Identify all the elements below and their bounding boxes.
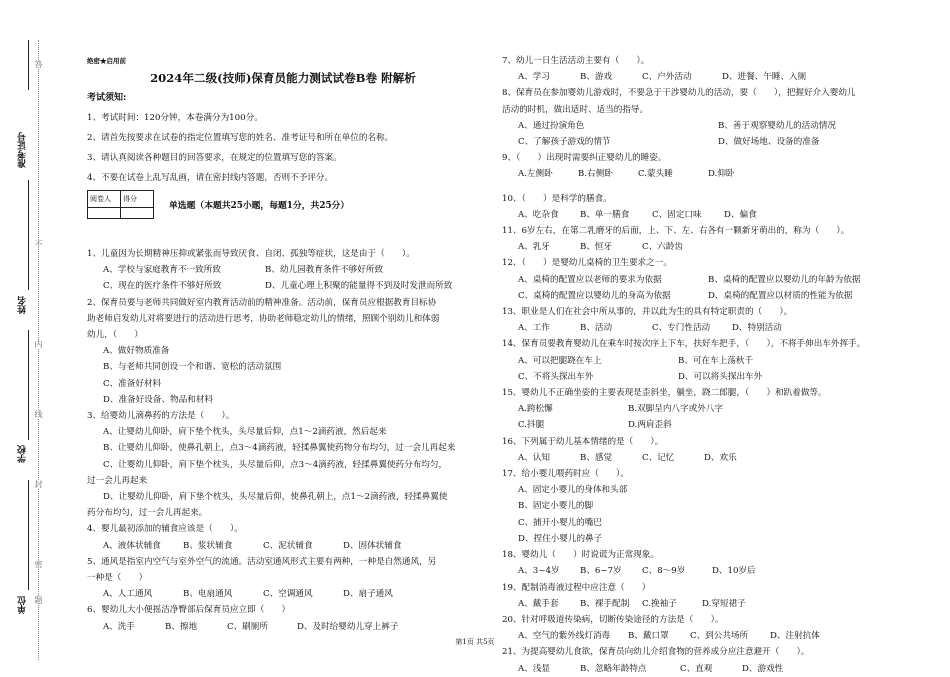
option-b[interactable]: B、电扇通风 — [183, 589, 233, 600]
question-10 — [502, 191, 912, 223]
option-d[interactable]: D、让婴幼儿仰卧，肩下垫个枕头，头尽量后仰，使鼻孔朝上，点1～2滴药液，轻揉鼻翼使 — [103, 492, 448, 503]
option-b[interactable]: B、桌椅的配置应以婴幼儿的年龄为依据 — [708, 274, 861, 285]
option-row — [502, 417, 912, 433]
question-stem: 10、（ ）是科学的膳食。 — [502, 193, 612, 204]
option-b[interactable]: B、浆状辅食 — [183, 540, 233, 551]
option-c[interactable]: C、泥状辅食 — [263, 540, 313, 551]
question-5 — [87, 554, 489, 603]
option-c[interactable]: C、桌椅的配置应以婴幼儿的身高为依据 — [518, 290, 671, 301]
option-d[interactable]: D、做好场地、设备的准备 — [718, 137, 820, 148]
option-row — [502, 320, 912, 336]
question-stem: 14、保育员要教育婴幼儿在乘车时按次序上下车，扶好车把手，（ ），不将手伸出车外挥手。 — [502, 339, 866, 350]
option-a[interactable]: A、固定小婴儿的身体和头部 — [518, 485, 628, 496]
question-stem: 8、保育员在参加婴幼儿游戏时，不要急于干涉婴幼儿的活动，要（ ），把握好介入婴幼儿 — [502, 88, 856, 99]
secret-mark: 绝密★启用前 — [87, 57, 126, 65]
option-a[interactable]: A、人工通风 — [103, 589, 153, 600]
option-d[interactable]: D、及时给婴幼儿穿上裤子 — [297, 621, 399, 632]
option-d[interactable]: D、桌椅的配置应以材质的性能为依据 — [708, 290, 853, 301]
question-stem: 7、幼儿一日生活活动主要有（ ）。 — [502, 56, 650, 66]
option-a[interactable]: A、洗手 — [103, 621, 135, 632]
option-a[interactable]: A、桌椅的配置应以老师的要求为依据 — [518, 274, 662, 285]
option-d[interactable]: D、偏食 — [724, 209, 757, 220]
binding-margin — [18, 40, 54, 660]
exam-number-blank[interactable] — [28, 180, 30, 290]
option-row — [502, 401, 912, 417]
question-17 — [502, 466, 912, 547]
option-d[interactable]: D.仰卧 — [708, 169, 735, 180]
option-a[interactable]: A、工作 — [518, 323, 550, 334]
option-c[interactable]: C、户外活动 — [642, 72, 692, 83]
question-stem: 助老师启发幼儿对将要进行的活动进行思考，协助老师稳定幼儿的情绪，照顾个别幼儿和体弱 — [87, 313, 440, 324]
notice-item: 2、请首先按要求在试卷的指定位置填写您的姓名、准考证号和所在单位的名称。 — [87, 133, 394, 143]
option-a[interactable]: A、通过扮演角色 — [518, 120, 585, 131]
option-a[interactable]: A、学校与家庭教育不一致所致 — [103, 265, 221, 276]
question-stem: 13、职业是人们在社会中所从事的，并以此为生的具有特定职责的（ ）。 — [502, 307, 793, 318]
option-b[interactable]: B、游戏 — [580, 72, 613, 83]
school-blank[interactable] — [28, 480, 30, 590]
question-19 — [502, 580, 912, 612]
option-c[interactable]: C.挽袖子 — [642, 598, 677, 609]
notice-item: 1、考试时间：120分钟，本卷满分为100分。 — [87, 113, 263, 123]
option-b[interactable]: B.双脚呈内八字或外八字 — [628, 404, 723, 415]
option-row — [87, 586, 489, 602]
option-row — [502, 353, 912, 369]
option-row — [87, 262, 489, 278]
option-a[interactable]: A.左侧卧 — [518, 169, 553, 180]
question-13 — [502, 304, 912, 336]
option-c[interactable]: C、准备好材料 — [103, 378, 162, 389]
option-b[interactable]: B、幼儿园教育条件不够好所致 — [265, 265, 384, 276]
seal-note: 答 — [34, 60, 43, 68]
option-b[interactable]: B、忽略年龄特点 — [580, 663, 647, 674]
question-stem: 1、儿童因为长期精神压抑或紧张而导致厌食、自闭、孤独等症状，这是由于（ ）。 — [87, 249, 415, 259]
option-d[interactable]: D、扇子通风 — [343, 589, 393, 600]
left-column — [87, 54, 489, 635]
option-d[interactable]: D、捏住小婴儿的鼻子 — [518, 533, 603, 544]
question-4 — [87, 521, 489, 553]
option-d[interactable]: D、特别活动 — [732, 323, 782, 334]
score-table — [87, 190, 154, 219]
option-b[interactable]: B、擦地 — [165, 621, 198, 632]
option-row — [502, 207, 912, 223]
option-d[interactable]: D.穿短裙子 — [702, 598, 746, 609]
option-b[interactable]: B、单一膳食 — [580, 209, 630, 220]
name-blank[interactable] — [28, 330, 30, 440]
blank-line — [28, 40, 30, 90]
question-1 — [87, 246, 489, 295]
question-14 — [502, 336, 912, 385]
option-b[interactable]: B、戴口罩 — [628, 631, 669, 642]
option-a[interactable]: A、乳牙 — [518, 242, 550, 253]
question-stem: 18、婴幼儿（ ）时说谎为正常现象。 — [502, 550, 660, 561]
option-row — [502, 369, 912, 385]
question-stem: 幼儿，（ ） — [87, 330, 143, 341]
option-b[interactable]: B、6~7岁 — [580, 566, 622, 577]
option-d[interactable]: D、准备好设备、物品和材料 — [103, 394, 214, 405]
right-column — [502, 53, 912, 677]
option-b[interactable]: B、善于观察婴幼儿的活动情况 — [718, 120, 837, 131]
option-a[interactable]: A、做好物质准备 — [103, 346, 170, 357]
option-row — [502, 661, 912, 677]
option-row — [502, 239, 912, 255]
option-a[interactable]: A、空气的紫外线灯消毒 — [518, 631, 611, 642]
option-row — [502, 450, 912, 466]
question-stem: 12、（ ）是婴幼儿桌椅的卫生要求之一。 — [502, 258, 672, 269]
question-9 — [502, 150, 912, 182]
option-c[interactable]: C.蒙头睡 — [638, 169, 673, 180]
option-d[interactable]: D、固体状辅食 — [343, 540, 402, 551]
option-c[interactable]: C、专门性活动 — [652, 323, 711, 334]
option-c[interactable]: C、不将头探出车外 — [518, 371, 594, 382]
option-c[interactable]: C、记忆 — [642, 452, 675, 463]
question-21 — [502, 644, 912, 676]
option-a[interactable]: A、学习 — [518, 72, 550, 83]
option-d[interactable]: D、游戏性 — [742, 663, 784, 674]
question-15 — [502, 385, 912, 434]
option-a[interactable]: A、戴手套 — [518, 598, 559, 609]
option-a[interactable]: A、可以把腿跷在车上 — [518, 355, 602, 366]
question-stem: 21、为提高婴幼儿食欲，保育员向幼儿介绍食物的营养成分应注意避开（ ）。 — [502, 647, 810, 658]
unit-label: 单位 — [18, 596, 28, 614]
page-number: 第1页 共5页 — [455, 638, 495, 646]
option-c[interactable]: C、直观 — [680, 663, 713, 674]
seal-note: 内 — [34, 340, 43, 348]
question-stem: 9、（ ）出现时需要纠正婴幼儿的睡姿。 — [502, 153, 667, 164]
option-a[interactable]: A、3~4岁 — [518, 566, 560, 577]
option-b[interactable]: B、恒牙 — [580, 242, 613, 253]
question-stem: 4、婴儿最初添加的辅食应该是（ ）。 — [87, 524, 243, 535]
seal-note: 题 — [34, 596, 43, 604]
option-d[interactable]: D、欢乐 — [704, 452, 737, 463]
question-18 — [502, 547, 912, 579]
question-stem: 16、下列属于幼儿基本情绪的是（ ）。 — [502, 436, 664, 447]
option-c[interactable]: C、捕开小婴儿的嘴巴 — [518, 517, 602, 528]
option-c[interactable]: C、固定口味 — [652, 209, 702, 220]
question-12 — [502, 255, 912, 304]
question-2 — [87, 295, 489, 408]
question-stem: 17、给小婴儿喂药时应（ ）。 — [502, 469, 629, 480]
question-stem: 3、给婴幼儿滴鼻药的方法是（ ）。 — [87, 411, 235, 422]
section-header — [87, 190, 489, 218]
question-stem: 一种是（ ） — [87, 573, 148, 584]
option-a[interactable]: A、浅显 — [518, 663, 550, 674]
reviewer-cell: 阅卷人 — [88, 191, 121, 208]
question-stem: 15、婴幼儿不正确坐姿的主要表现是歪斜坐，躺坐，跷二郎腿，（ ）和趴着做等。 — [502, 388, 827, 399]
school-label: 学校 — [18, 445, 28, 463]
option-row — [502, 272, 912, 288]
question-6 — [87, 602, 489, 634]
option-row — [87, 278, 489, 294]
question-8 — [502, 85, 912, 150]
option-d[interactable]: D、进餐、午睡、入厕 — [722, 72, 807, 83]
question-16 — [502, 434, 912, 466]
option-b[interactable]: B、与老师共同创设一个和谐、宽松的活动氛围 — [103, 362, 282, 373]
question-stem: 11、6岁左右，在第二乳磨牙的后面，上、下、左、右各有一颗新牙萌出的，称为（ ）。 — [502, 226, 850, 237]
seal-note: 线 — [34, 410, 43, 418]
question-stem: 6、婴幼儿大小便摇洁净臀部后保育员应立即（ ） — [87, 605, 291, 616]
option-d[interactable]: D、儿童心理上积聚的能量得不到及时发泄而所致 — [265, 281, 453, 292]
option-c[interactable]: C.抖腿 — [518, 420, 545, 431]
score-blank[interactable] — [121, 208, 154, 219]
option-c[interactable]: C、六龄齿 — [642, 242, 683, 253]
option-row — [502, 118, 912, 134]
option-c[interactable]: C、到公共场所 — [690, 631, 749, 642]
option-d[interactable]: D、可以将头探出车外 — [678, 371, 763, 382]
question-stem: 2、保育员要与老师共同做好室内教育活动前的精神准备。活动前，保育员应根据教育目标协 — [87, 297, 437, 308]
exam-number-label: 准考证号 — [18, 132, 28, 168]
question-7 — [502, 53, 912, 85]
option-b[interactable]: B.右侧卧 — [578, 169, 613, 180]
name-label: 姓名 — [18, 296, 28, 314]
option-a[interactable]: A、让婴幼儿仰卧，肩下垫个枕头，头尽量后仰，点1～2滴药液，然后起来 — [103, 427, 387, 438]
option-row — [502, 563, 912, 579]
option-b[interactable]: B、让婴幼儿仰卧，使鼻孔朝上，点3～4滴药液，轻揉鼻翼使药物分布均匀，过一会儿再起来 — [103, 443, 456, 454]
option-row — [502, 596, 912, 612]
option-a[interactable]: A、吃杂食 — [518, 209, 559, 220]
option-c-continued: 过一会儿再起来 — [87, 475, 148, 486]
question-stem: 19、配制消毒液过程中应注意（ ） — [502, 582, 651, 593]
option-b[interactable]: B、裸手配制 — [580, 598, 630, 609]
notice-item: 4、不要在试卷上乱写乱画，请在密封线内答题，否则不予评分。 — [87, 173, 334, 183]
option-row — [502, 166, 912, 182]
option-d[interactable]: D.两肩歪斜 — [628, 420, 672, 431]
option-c[interactable]: C、空调通风 — [263, 589, 313, 600]
option-c[interactable]: C、了解孩子游戏的情节 — [518, 137, 611, 148]
option-row — [87, 538, 489, 554]
notice-item: 3、请认真阅读各种题目的回答要求，在规定的位置填写您的答案。 — [87, 153, 342, 163]
seal-note: 封 — [34, 480, 43, 488]
option-a[interactable]: A、液体状辅食 — [103, 540, 161, 551]
option-b[interactable]: B、固定小婴儿的脚 — [518, 501, 594, 512]
option-b[interactable]: B、感觉 — [580, 452, 613, 463]
option-row — [502, 69, 912, 85]
option-a[interactable]: A.跨松懈 — [518, 404, 553, 415]
option-row — [87, 619, 489, 635]
option-d-continued: 药分布均匀，过一会儿再起来。 — [87, 508, 208, 519]
option-b[interactable]: B、可在车上荡秋千 — [678, 355, 754, 366]
seal-note: 不 — [34, 240, 43, 248]
option-row — [502, 288, 912, 304]
option-b[interactable]: B、活动 — [580, 323, 613, 334]
option-d[interactable]: D、10岁后 — [712, 566, 756, 577]
option-c[interactable]: C、现在的医疗条件不够好所致 — [103, 281, 222, 292]
reviewer-blank[interactable] — [88, 208, 121, 219]
question-11 — [502, 223, 912, 255]
section-title: 单选题（本题共25小题，每题1分，共25分） — [169, 201, 350, 211]
seal-note: 密 — [34, 560, 43, 568]
option-c[interactable]: C、让婴幼儿仰卧，肩下垫个枕头，头尽量后仰，点3～4滴药液，轻揉鼻翼使药分布均匀， — [103, 459, 448, 470]
option-c[interactable]: C、刷厕所 — [227, 621, 268, 632]
option-c[interactable]: C、8～9岁 — [642, 566, 686, 577]
option-d[interactable]: D、注射抗体 — [770, 631, 820, 642]
question-stem: 5、通风是指室内空气与室外空气的流通。活动室通风形式主要有两种，一种是自然通风，另 — [87, 556, 437, 567]
option-row — [502, 134, 912, 150]
question-stem: 活动的时机，做出适时、适当的指导。 — [502, 104, 649, 115]
option-a[interactable]: A、认知 — [518, 452, 550, 463]
question-stem: 20、针对呼吸道传染病，切断传染途径的方法是（ ）。 — [502, 614, 724, 625]
question-3 — [87, 408, 489, 521]
notice-heading: 考试须知: — [87, 93, 127, 103]
score-cell: 得分 — [121, 191, 154, 208]
page-title: 2024年二级(技师)保育员能力测试试卷B卷 附解析 — [150, 71, 416, 85]
